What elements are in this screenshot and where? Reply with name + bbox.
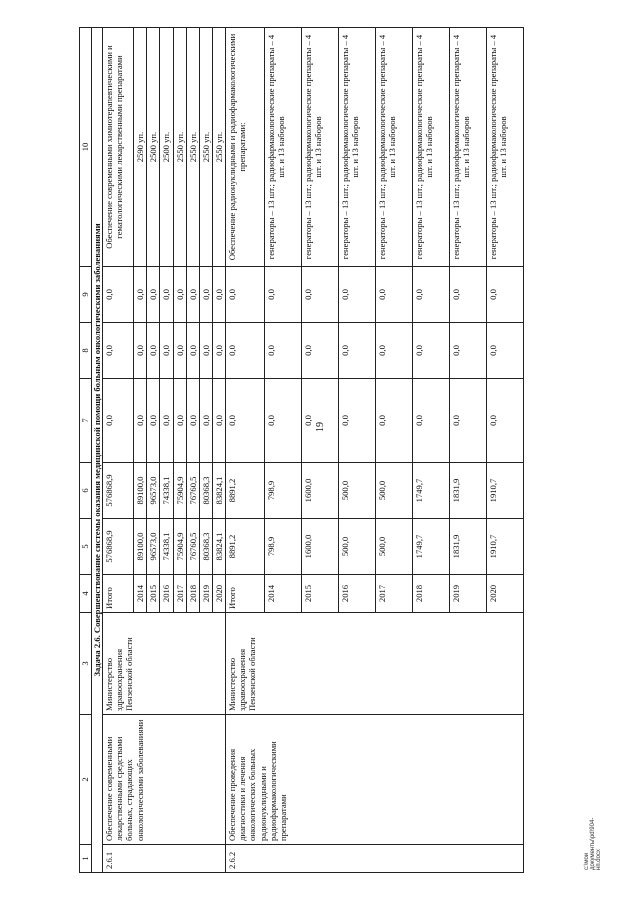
value-cell: 0,0 [160,267,173,323]
value-cell: 0,0 [186,267,199,323]
value-cell: 1831,9 [450,519,487,575]
task-title: Задача 2.6. Совершенствование системы оказания медицинской помощи больным онкологическими заболеваниями [92,28,103,873]
measure-executor: Министерство здравоохранения Пензенской области [103,613,226,715]
value-cell: 0,0 [147,323,160,379]
value-cell: 500,0 [339,463,376,519]
value-cell: 0,0 [103,267,134,323]
value-cell: 96573,0 [147,463,160,519]
value-cell: 0,0 [134,323,147,379]
task-title-row [92,28,103,873]
value-cell: 0,0 [450,323,487,379]
year-cell: 2020 [212,575,225,613]
year-cell: 2019 [199,575,212,613]
value-cell: 0,0 [413,267,450,323]
value-cell: 500,0 [376,463,413,519]
value-cell: 75904,9 [173,463,186,519]
value-cell: 75904,9 [173,519,186,575]
value-cell: 0,0 [376,267,413,323]
value-cell: 0,0 [487,379,524,463]
column-number: 3 [80,613,92,715]
result-cell: 2550 уп. [173,28,186,267]
program-measures-table [79,27,524,873]
year-cell: 2019 [450,575,487,613]
value-cell: 1600,0 [302,519,339,575]
value-cell: 0,0 [212,379,225,463]
value-cell: 0,0 [226,379,265,463]
value-cell: 0,0 [226,323,265,379]
result-cell: генераторы – 13 шт.; радиофармакологические препараты – 4 шт. и 13 наборов [265,28,302,267]
column-number: 2 [80,715,92,845]
value-cell: 0,0 [199,379,212,463]
result-cell: 2550 уп. [212,28,225,267]
value-cell: 80368,3 [199,519,212,575]
value-cell: 500,0 [376,519,413,575]
result-cell: генераторы – 13 шт.; радиофармакологические препараты – 4 шт. и 13 наборов [487,28,524,267]
value-cell: 80368,3 [199,463,212,519]
value-cell: 0,0 [147,267,160,323]
measure-code: 2.6.1 [103,845,226,873]
year-cell: 2018 [186,575,199,613]
year-cell: 2014 [134,575,147,613]
value-cell: 1749,7 [413,519,450,575]
year-cell: 2016 [339,575,376,613]
value-cell: 76760,5 [186,463,199,519]
value-cell: 0,0 [339,379,376,463]
value-cell: 89100,0 [134,463,147,519]
value-cell: 0,0 [487,323,524,379]
value-cell: 0,0 [173,323,186,379]
value-cell: 0,0 [173,379,186,463]
value-cell: 1600,0 [302,463,339,519]
value-cell: 0,0 [173,267,186,323]
column-number: 7 [80,379,92,463]
result-cell: генераторы – 13 шт.; радиофармакологические препараты – 4 шт. и 13 наборов [450,28,487,267]
result-cell: генераторы – 13 шт.; радиофармакологические препараты – 4 шт. и 13 наборов [376,28,413,267]
measure-code: 2.6.2 [226,845,524,873]
value-cell: 0,0 [450,267,487,323]
value-cell: 1831,9 [450,463,487,519]
value-cell: 0,0 [186,379,199,463]
value-cell: 74338,1 [160,463,173,519]
year-cell: 2015 [147,575,160,613]
year-cell: Итого [103,575,134,613]
value-cell: 0,0 [376,379,413,463]
value-cell: 0,0 [147,379,160,463]
result-cell: 2500 уп. [147,28,160,267]
table-row [103,28,134,873]
value-cell: 83824,1 [212,519,225,575]
value-cell: 8891,2 [226,519,265,575]
rotated-table-container [79,28,586,873]
value-cell: 0,0 [302,323,339,379]
value-cell: 1910,7 [487,463,524,519]
table-row [226,28,265,873]
value-cell: 0,0 [413,323,450,379]
year-cell: 2016 [160,575,173,613]
value-cell: 0,0 [160,379,173,463]
value-cell: 0,0 [487,267,524,323]
value-cell: 0,0 [199,323,212,379]
value-cell: 798,9 [265,519,302,575]
value-cell: 89100,0 [134,519,147,575]
column-number: 8 [80,323,92,379]
value-cell: 96573,0 [147,519,160,575]
result-cell: генераторы – 13 шт.; радиофармакологические препараты – 4 шт. и 13 наборов [339,28,376,267]
value-cell: 0,0 [265,323,302,379]
column-number: 6 [80,463,92,519]
value-cell: 0,0 [339,323,376,379]
result-cell: 2590 уп. [134,28,147,267]
value-cell: 1910,7 [487,519,524,575]
result-cell: генераторы – 13 шт.; радиофармакологические препараты – 4 шт. и 13 наборов [413,28,450,267]
year-cell: 2017 [376,575,413,613]
page-number: 19 [315,422,326,432]
value-cell: 8891,2 [226,463,265,519]
value-cell: 0,0 [226,267,265,323]
result-cell: Обеспечение радионуклидными и радиофармакологическими препаратами: [226,28,265,267]
value-cell: 0,0 [199,267,212,323]
value-cell: 0,0 [186,323,199,379]
year-cell: 2017 [173,575,186,613]
value-cell: 1749,7 [413,463,450,519]
value-cell: 74338,1 [160,519,173,575]
column-number: 4 [80,575,92,613]
year-cell: 2015 [302,575,339,613]
value-cell: 0,0 [134,379,147,463]
value-cell: 76760,5 [186,519,199,575]
value-cell: 0,0 [413,379,450,463]
value-cell: 576868,9 [103,519,134,575]
result-cell: 2550 уп. [199,28,212,267]
year-cell: Итого [226,575,265,613]
value-cell: 0,0 [212,323,225,379]
value-cell: 0,0 [160,323,173,379]
year-cell: 2020 [487,575,524,613]
value-cell: 0,0 [339,267,376,323]
value-cell: 500,0 [339,519,376,575]
column-number-row [80,28,92,873]
value-cell: 798,9 [265,463,302,519]
value-cell: 0,0 [376,323,413,379]
result-cell: 2550 уп. [186,28,199,267]
column-number: 9 [80,267,92,323]
value-cell: 0,0 [265,267,302,323]
column-number: 5 [80,519,92,575]
measure-name: Обеспечение современными лекарственными средствами больных, страдающих онкологическими заболеваниями [103,715,226,845]
value-cell: 0,0 [450,379,487,463]
value-cell: 576868,9 [103,463,134,519]
value-cell: 0,0 [212,267,225,323]
measure-executor: Министерство здравоохранения Пензенской области [226,613,524,715]
result-cell: генераторы – 13 шт.; радиофармакологические препараты – 4 шт. и 13 наборов [302,28,339,267]
result-cell: Обеспечение современными химиотерапевтическими и гематологическими лекарственными препаратами [103,28,134,267]
value-cell: 0,0 [302,379,339,463]
value-cell: 0,0 [134,267,147,323]
measure-name: Обеспечение проведения диагностики и лечения онкологических больных радионуклидными и радиофармакологическими препаратами [226,715,524,845]
column-number: 1 [80,845,92,873]
value-cell: 0,0 [302,267,339,323]
value-cell: 83824,1 [212,463,225,519]
value-cell: 0,0 [103,323,134,379]
column-number: 10 [80,28,92,267]
value-cell: 0,0 [265,379,302,463]
footer-file-path: c:\мои документы\pd\904-нп.docx [584,817,602,870]
value-cell: 0,0 [103,379,134,463]
year-cell: 2018 [413,575,450,613]
year-cell: 2014 [265,575,302,613]
result-cell: 2500 уп. [160,28,173,267]
